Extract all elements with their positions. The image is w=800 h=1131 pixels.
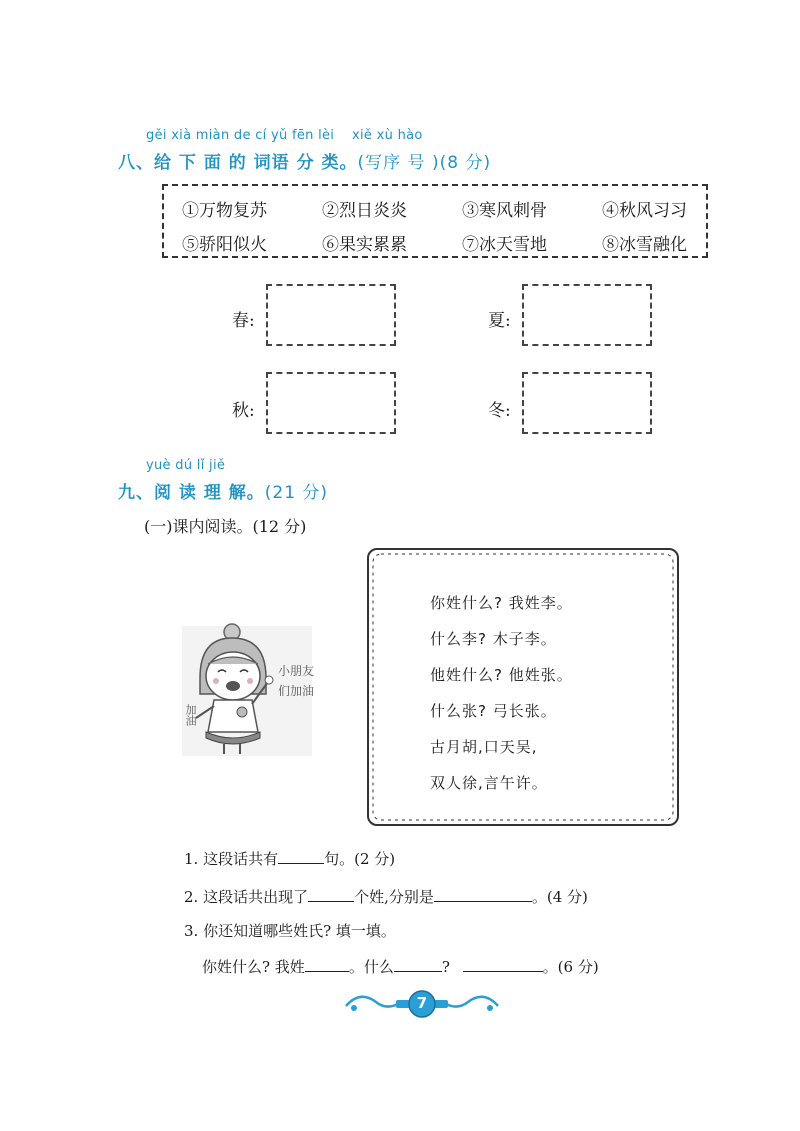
question-3-text-a: 你姓什么? 我姓 [202, 958, 305, 976]
word-item: ⑧冰雪融化 [602, 235, 687, 255]
question-3-text-c: ? [441, 958, 450, 976]
poem-line: 什么张? 弓长张。 [430, 702, 557, 720]
question-1-text-b: 句。(2 分) [324, 850, 396, 868]
question-1 [184, 848, 395, 869]
answer-blank-q2-count[interactable] [308, 887, 354, 902]
answer-box-winter[interactable] [522, 372, 652, 434]
word-item: ②烈日炎炎 [322, 201, 407, 221]
answer-box-autumn[interactable] [266, 372, 396, 434]
reading-sub-title: (一)课内阅读。(12 分) [144, 517, 307, 536]
word-bank-box [162, 184, 708, 258]
answer-blank-q1[interactable] [278, 849, 324, 864]
season-label-spring: 春: [232, 311, 255, 331]
page-number-ornament [340, 984, 504, 1024]
section8-pinyin-a: gěi xià miàn de cí yǔ fēn lèi [146, 128, 335, 143]
question-2 [184, 886, 588, 907]
page-number: 7 [416, 994, 428, 1012]
section8-title-paren: (写序 号 )(8 分) [357, 153, 492, 173]
poem-line: 他姓什么? 他姓张。 [430, 666, 573, 684]
word-item: ④秋风习习 [602, 201, 687, 221]
answer-blank-q3-what[interactable] [394, 957, 442, 972]
word-item: ③寒风刺骨 [462, 201, 547, 221]
poem-line: 什么李? 木子李。 [430, 630, 557, 648]
question-3-text-d: 。(6 分) [542, 958, 599, 976]
section8-pinyin-b: xiě xù hào [352, 128, 423, 143]
cartoon-girl-illustration [180, 620, 320, 760]
question-2-text-b: 个姓,分别是 [354, 888, 434, 906]
sticker-text-3: 加油 [184, 704, 197, 726]
poem-line: 你姓什么? 我姓李。 [430, 594, 573, 612]
answer-box-spring[interactable] [266, 284, 396, 346]
word-item: ⑦冰天雪地 [462, 235, 547, 255]
question-3-fill [202, 956, 599, 977]
question-3: 3. 你还知道哪些姓氏? 填一填。 [184, 922, 396, 940]
question-3-text-b: 。什么 [348, 958, 394, 976]
question-1-text-a: 1. 这段话共有 [184, 850, 279, 868]
section9-title-text: 九、阅 读 理 解。 [118, 483, 265, 503]
word-item: ⑥果实累累 [322, 235, 407, 255]
question-2-text-c: 。(4 分) [531, 888, 588, 906]
sticker-text-2: 们加油 [278, 684, 315, 698]
word-item: ⑤骄阳似火 [182, 235, 267, 255]
answer-box-summer[interactable] [522, 284, 652, 346]
section9-title-paren: (21 分) [264, 483, 329, 503]
poem-line: 双人徐,言午许。 [430, 774, 548, 792]
sticker-text-1: 小朋友 [278, 664, 315, 678]
answer-blank-q3-surname[interactable] [305, 957, 349, 972]
section9-pinyin: yuè dú lǐ jiě [146, 458, 226, 473]
season-label-winter: 冬: [488, 401, 511, 421]
season-label-autumn: 秋: [232, 401, 255, 421]
answer-blank-q3-answer[interactable] [463, 957, 543, 972]
poem-line: 古月胡,口天吴, [430, 738, 538, 756]
section8-title [118, 148, 491, 173]
word-item: ①万物复苏 [182, 201, 267, 221]
answer-blank-q2-names[interactable] [434, 887, 532, 902]
season-label-summer: 夏: [488, 311, 511, 331]
section8-title-text: 八、给 下 面 的 词语 分 类。 [118, 153, 358, 173]
question-2-text-a: 2. 这段话共出现了 [184, 888, 309, 906]
section9-title [118, 478, 328, 503]
